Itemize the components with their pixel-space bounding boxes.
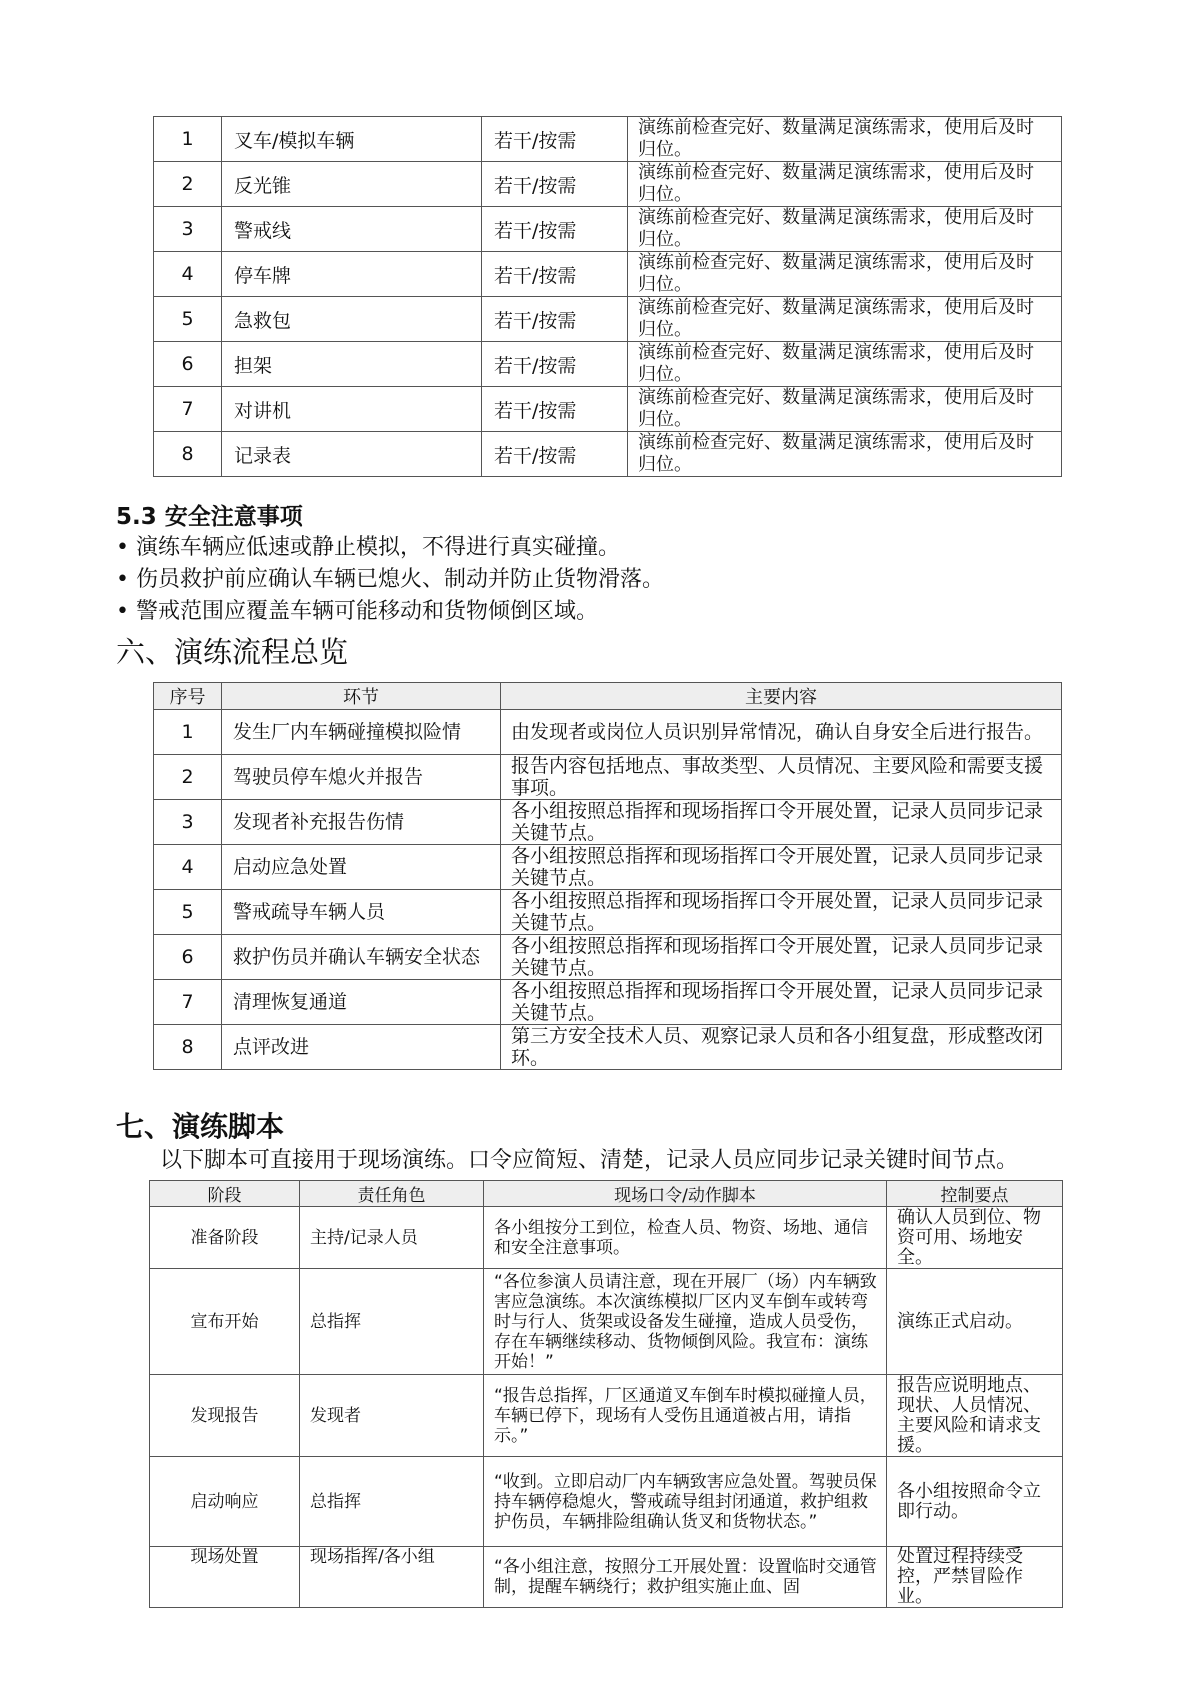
table-cell: 报告内容包括地点、事故类型、人员情况、主要风险和需要支援事项。 xyxy=(501,755,1062,800)
table-cell: 演练正式启动。 xyxy=(887,1269,1063,1375)
column-header: 现场口令/动作脚本 xyxy=(484,1181,887,1207)
table-cell: 5 xyxy=(154,890,222,935)
table-cell: 若干/按需 xyxy=(482,432,628,477)
table-cell: 救护伤员并确认车辆安全状态 xyxy=(222,935,501,980)
table-row xyxy=(150,1547,1063,1608)
table-cell: 准备阶段 xyxy=(150,1207,300,1269)
table-cell: 报告应说明地点、现状、人员情况、主要风险和请求支援。 xyxy=(887,1375,1063,1457)
table-cell: 各小组按照总指挥和现场指挥口令开展处置，记录人员同步记录关键节点。 xyxy=(501,890,1062,935)
table-cell: 发现者补充报告伤情 xyxy=(222,800,501,845)
table-cell: 若干/按需 xyxy=(482,207,628,252)
table-row xyxy=(154,890,1062,935)
table-row xyxy=(154,342,1062,387)
table-row xyxy=(154,935,1062,980)
table-cell: 6 xyxy=(154,342,222,387)
column-header: 责任角色 xyxy=(300,1181,484,1207)
table-cell: 若干/按需 xyxy=(482,252,628,297)
table-cell: 启动应急处置 xyxy=(222,845,501,890)
table-cell: “各位参演人员请注意，现在开展厂（场）内车辆致害应急演练。本次演练模拟厂区内叉车倒车或转弯时与行人、货架或设备发生碰撞，造成人员受伤，存在车辆继续移动、货物倾倒风险。我宣布：演练开始！” xyxy=(484,1269,887,1375)
column-header: 主要内容 xyxy=(501,683,1062,710)
table-cell: 5 xyxy=(154,297,222,342)
table-cell: 演练前检查完好、数量满足演练需求，使用后及时归位。 xyxy=(628,342,1062,387)
table-cell: 第三方安全技术人员、观察记录人员和各小组复盘，形成整改闭环。 xyxy=(501,1025,1062,1070)
table-cell: 演练前检查完好、数量满足演练需求，使用后及时归位。 xyxy=(628,297,1062,342)
safety-bullet-item: • 警戒范围应覆盖车辆可能移动和货物倾倒区域。 xyxy=(116,599,598,624)
table-row xyxy=(154,845,1062,890)
table-cell: 处置过程持续受控，严禁冒险作业。 xyxy=(887,1547,1063,1608)
table-cell: 若干/按需 xyxy=(482,162,628,207)
table-cell: 停车牌 xyxy=(222,252,482,297)
table-cell: 2 xyxy=(154,755,222,800)
table-cell: 8 xyxy=(154,1025,222,1070)
table-row xyxy=(154,432,1062,477)
table-cell: 若干/按需 xyxy=(482,117,628,162)
table-cell: 现场指挥/各小组 xyxy=(300,1547,484,1608)
column-header: 环节 xyxy=(222,683,501,710)
table-row xyxy=(150,1207,1063,1269)
table-row xyxy=(154,755,1062,800)
table-row xyxy=(154,162,1062,207)
table-cell: 各小组按照命令立即行动。 xyxy=(887,1457,1063,1547)
table-header-row xyxy=(150,1181,1063,1207)
table-cell: 发现者 xyxy=(300,1375,484,1457)
table-cell: 各小组按照总指挥和现场指挥口令开展处置，记录人员同步记录关键节点。 xyxy=(501,845,1062,890)
table-cell: 各小组按照总指挥和现场指挥口令开展处置，记录人员同步记录关键节点。 xyxy=(501,980,1062,1025)
table-cell: 6 xyxy=(154,935,222,980)
script-table xyxy=(149,1180,1063,1608)
table-cell: 启动响应 xyxy=(150,1457,300,1547)
table-cell: 确认人员到位、物资可用、场地安全。 xyxy=(887,1207,1063,1269)
table-cell: 演练前检查完好、数量满足演练需求，使用后及时归位。 xyxy=(628,387,1062,432)
column-header: 阶段 xyxy=(150,1181,300,1207)
table-cell: 警戒线 xyxy=(222,207,482,252)
table-cell: 若干/按需 xyxy=(482,297,628,342)
table-cell: 2 xyxy=(154,162,222,207)
table-cell: 反光锥 xyxy=(222,162,482,207)
safety-bullet-item: • 伤员救护前应确认车辆已熄火、制动并防止货物滑落。 xyxy=(116,567,664,592)
table-cell: 1 xyxy=(154,710,222,755)
table-cell: 7 xyxy=(154,980,222,1025)
script-intro: 以下脚本可直接用于现场演练。口令应简短、清楚，记录人员应同步记录关键时间节点。 xyxy=(160,1148,1019,1173)
table-cell: 驾驶员停车熄火并报告 xyxy=(222,755,501,800)
table-cell: 8 xyxy=(154,432,222,477)
table-cell: 宣布开始 xyxy=(150,1269,300,1375)
table-cell: 担架 xyxy=(222,342,482,387)
table-row xyxy=(154,387,1062,432)
table-cell: 3 xyxy=(154,207,222,252)
table-cell: 4 xyxy=(154,252,222,297)
safety-bullet-list xyxy=(116,532,664,628)
table-cell: 急救包 xyxy=(222,297,482,342)
table-cell: 各小组按照总指挥和现场指挥口令开展处置，记录人员同步记录关键节点。 xyxy=(501,935,1062,980)
table-row xyxy=(154,800,1062,845)
table-cell: 演练前检查完好、数量满足演练需求，使用后及时归位。 xyxy=(628,162,1062,207)
safety-bullet-item: • 演练车辆应低速或静止模拟，不得进行真实碰撞。 xyxy=(116,535,620,560)
table-cell: 演练前检查完好、数量满足演练需求，使用后及时归位。 xyxy=(628,252,1062,297)
table-row xyxy=(154,117,1062,162)
table-row xyxy=(154,207,1062,252)
table-cell: 演练前检查完好、数量满足演练需求，使用后及时归位。 xyxy=(628,117,1062,162)
table-cell: 1 xyxy=(154,117,222,162)
table-cell: 演练前检查完好、数量满足演练需求，使用后及时归位。 xyxy=(628,432,1062,477)
table-cell: 各小组按分工到位，检查人员、物资、场地、通信和安全注意事项。 xyxy=(484,1207,887,1269)
table-cell: “收到。立即启动厂内车辆致害应急处置。驾驶员保持车辆停稳熄火，警戒疏导组封闭通道，救护组救护伤员，车辆排险组确认货叉和货物状态。” xyxy=(484,1457,887,1547)
table-cell: 叉车/模拟车辆 xyxy=(222,117,482,162)
table-cell: 总指挥 xyxy=(300,1269,484,1375)
materials-table xyxy=(153,116,1062,477)
table-row xyxy=(150,1375,1063,1457)
table-cell: 总指挥 xyxy=(300,1457,484,1547)
table-cell: 若干/按需 xyxy=(482,387,628,432)
table-cell: 4 xyxy=(154,845,222,890)
table-cell: 记录表 xyxy=(222,432,482,477)
table-cell: 发生厂内车辆碰撞模拟险情 xyxy=(222,710,501,755)
section-heading-script: 七、演练脚本 xyxy=(116,1110,285,1143)
column-header: 控制要点 xyxy=(887,1181,1063,1207)
table-cell: “各小组注意，按照分工开展处置：设置临时交通管制，提醒车辆绕行；救护组实施止血、固 xyxy=(484,1547,887,1608)
table-row xyxy=(154,980,1062,1025)
table-cell: 演练前检查完好、数量满足演练需求，使用后及时归位。 xyxy=(628,207,1062,252)
table-cell: 各小组按照总指挥和现场指挥口令开展处置，记录人员同步记录关键节点。 xyxy=(501,800,1062,845)
table-row xyxy=(154,252,1062,297)
table-cell: 7 xyxy=(154,387,222,432)
table-cell: 发现报告 xyxy=(150,1375,300,1457)
table-row xyxy=(154,710,1062,755)
table-row xyxy=(150,1269,1063,1375)
table-cell: 警戒疏导车辆人员 xyxy=(222,890,501,935)
flow-table xyxy=(153,682,1062,1070)
table-row xyxy=(154,1025,1062,1070)
table-cell: 由发现者或岗位人员识别异常情况，确认自身安全后进行报告。 xyxy=(501,710,1062,755)
table-cell: “报告总指挥，厂区通道叉车倒车时模拟碰撞人员，车辆已停下，现场有人受伤且通道被占用，请指示。” xyxy=(484,1375,887,1457)
section-heading-flow: 六、演练流程总览 xyxy=(116,635,349,669)
table-cell: 若干/按需 xyxy=(482,342,628,387)
table-cell: 对讲机 xyxy=(222,387,482,432)
table-header-row xyxy=(154,683,1062,710)
table-cell: 3 xyxy=(154,800,222,845)
table-cell: 主持/记录人员 xyxy=(300,1207,484,1269)
table-cell: 清理恢复通道 xyxy=(222,980,501,1025)
section-heading-safety: 5.3 安全注意事项 xyxy=(116,504,303,530)
table-cell: 点评改进 xyxy=(222,1025,501,1070)
table-row xyxy=(154,297,1062,342)
column-header: 序号 xyxy=(154,683,222,710)
table-cell: 现场处置 xyxy=(150,1547,300,1608)
table-row xyxy=(150,1457,1063,1547)
